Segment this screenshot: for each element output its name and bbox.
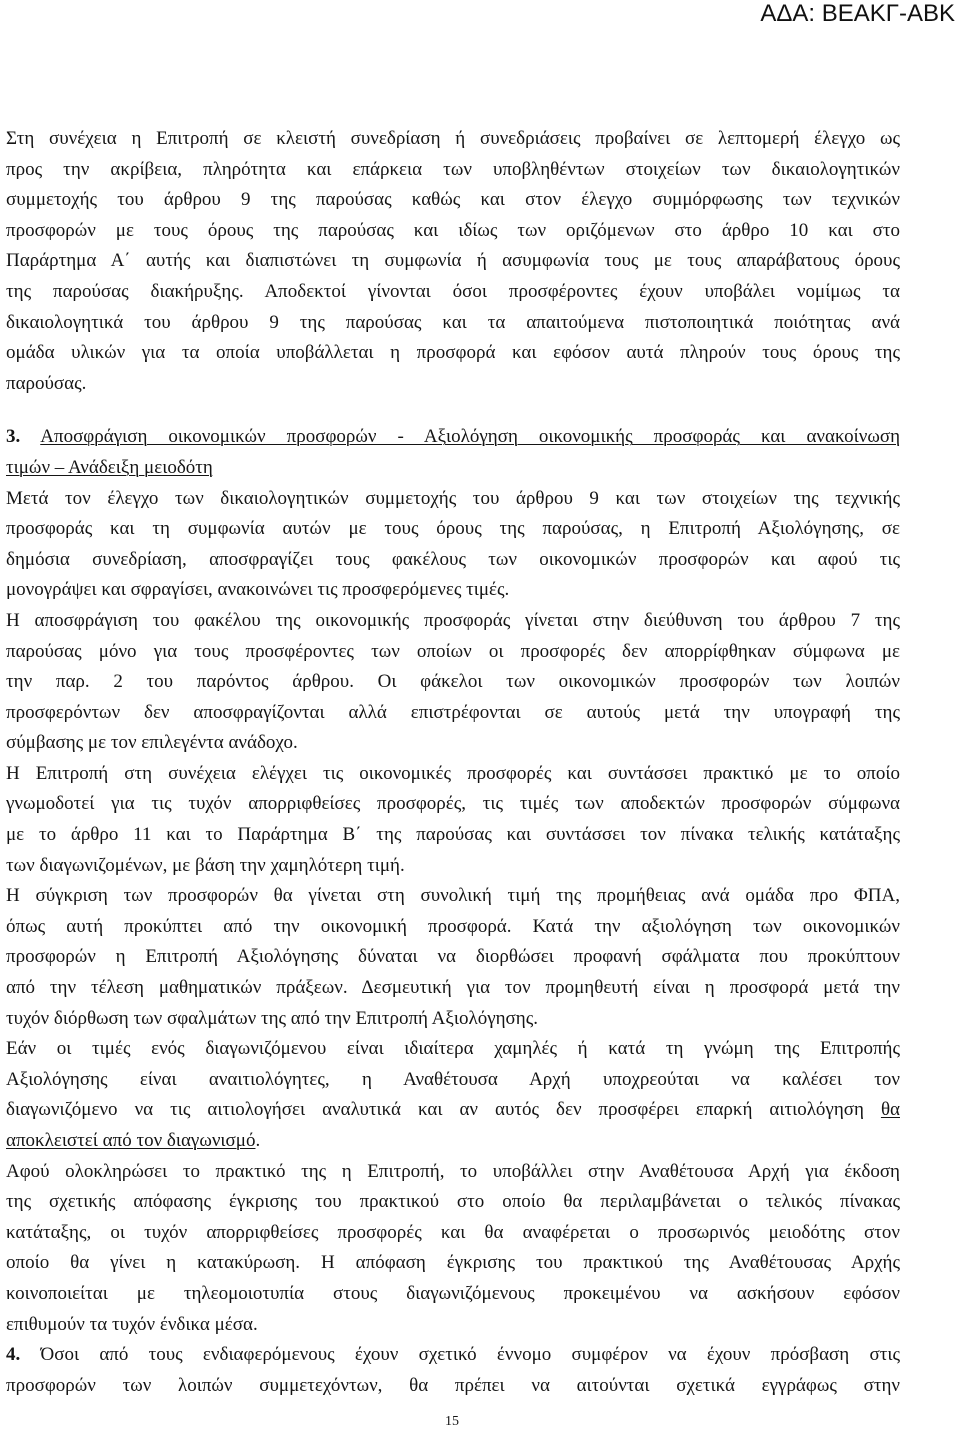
text-line: προσφορών των λοιπών συμμετεχόντων, θα πρέπει να αιτούνται σχετικά εγγράφως στην [6, 1374, 900, 1396]
text-line: με το άρθρο 11 και το Παράρτημα Β΄ της παρούσας και συντάσσει τον πίνακα τελικής κατάταξης [6, 824, 900, 846]
section-number: 3. [6, 426, 21, 448]
underlined-text: Αποσφράγιση οικονομικών προσφορών - Αξιολόγηση οικονομικής προσφοράς και ανακοίνωση [40, 426, 900, 448]
paragraph [6, 124, 900, 399]
ada-identifier: ΑΔΑ: ΒΕΑΚΓ-ΑΒΚ [760, 0, 955, 27]
text-span: Όσοι από τους ενδιαφερόμενους έχουν σχετικό έννομο συμφέρον να έχουν πρόσβαση στις [20, 1344, 900, 1366]
text-line: την παρ. 2 του παρόντος άρθρου. Οι φάκελοι των οικονομικών προσφορών των λοιπών [6, 671, 900, 693]
text-line: όπως αυτή προκύπτει από την οικονομική προσφορά. Κατά την αξιολόγηση των οικονομικών [6, 915, 900, 937]
section-heading [6, 422, 900, 483]
paragraph [6, 881, 900, 1034]
underlined-text: αποκλειστεί από τον διαγωνισμό [6, 1130, 256, 1151]
text-line: ομάδα υλικών για τα οποία υποβάλλεται η προσφορά και εφόσον αυτά πληρούν τους όρους της [6, 342, 900, 364]
text-line: κατάταξης, οι τυχόν απορριφθείσες προσφορές και θα αναφέρεται ο προσωρινός μειοδότης στον [6, 1221, 900, 1243]
paragraph [6, 1157, 900, 1341]
text-line: Η αποσφράγιση του φακέλου της οικονομικής προσφοράς γίνεται στην διεύθυνση του άρθρου 7 της [6, 609, 900, 631]
underlined-text: θα [880, 1099, 900, 1121]
text-line: Αφού ολοκληρώσει το πρακτικό της η Επιτροπή, το υποβάλλει στην Αναθέτουσα Αρχή για έκδοση [6, 1160, 900, 1182]
text-span [20, 426, 40, 447]
text-line: Εάν οι τιμές ενός διαγωνιζόμενου είναι ιδιαίτερα χαμηλές ή κατά τη γνώμη της Επιτροπής [6, 1038, 900, 1060]
text-line: μονογράψει και σφραγίσει, ανακοινώνει τις προσφερόμενες τιμές. [6, 579, 510, 601]
text-line: των διαγωνιζομένων, με βάση την χαμηλότερη τιμή. [6, 854, 405, 876]
paragraph [6, 759, 900, 881]
page-number: 15 [445, 1414, 459, 1429]
text-line: Η σύγκριση των προσφορών θα γίνεται στη συνολική τιμή της προμήθειας ανά ομάδα προ ΦΠΑ, [6, 885, 900, 907]
text-line [6, 1340, 900, 1371]
document-body [6, 124, 900, 1401]
text-span: διαγωνιζόμενο να τις αιτιολογήσει αναλυτικά και αν αυτός δεν προσφέρει επαρκή αιτιολόγηση [6, 1099, 881, 1121]
text-line: συμμετοχής του άρθρου 9 της παρούσας καθώς και στον έλεγχο συμμόρφωσης των τεχνικών [6, 189, 900, 211]
text-line [6, 1126, 900, 1157]
text-line: προσφορών η Επιτροπή Αξιολόγησης δύναται να διορθώσει προφανή σφάλματα που προκύπτουν [6, 946, 900, 968]
section-number: 4. [6, 1344, 21, 1366]
paragraph [6, 1340, 900, 1401]
text-line: επιθυμούν τα τυχόν ένδικα μέσα. [6, 1313, 258, 1335]
text-line: προς την ακρίβεια, πληρότητα και επάρκεια των υποβληθέντων στοιχείων των δικαιολογητικών [6, 158, 900, 180]
text-line: της σχετικής απόφασης έγκρισης του πρακτικού στο οποίο θα περιλαμβάνεται ο τελικός πίνακας [6, 1191, 900, 1213]
text-line: παρούσας. [6, 372, 87, 394]
paragraph [6, 484, 900, 606]
text-line: Παράρτημα Α΄ αυτής και διαπιστώνει τη συμφωνία ή ασυμφωνία τους με τους απαράβατους όρους [6, 250, 900, 272]
text-line: Μετά τον έλεγχο των δικαιολογητικών συμμετοχής του άρθρου 9 και των στοιχείων της τεχνικής [6, 487, 900, 509]
paragraph [6, 606, 900, 759]
text-line: από την τέλεση μαθηματικών πράξεων. Δεσμευτική για τον προμηθευτή είναι η προσφορά μετά την [6, 977, 900, 999]
text-line: δημόσια συνεδρίαση, αποσφραγίζει τους φακέλους των οικονομικών προσφορών και αφού τις [6, 548, 900, 570]
text-line: προσφορών με τους όρους της παρούσας και ιδίως των οριζόμενων στο άρθρο 10 και στο [6, 219, 900, 241]
text-line [6, 453, 900, 484]
text-line: Στη συνέχεια η Επιτροπή σε κλειστή συνεδρίαση ή συνεδριάσεις προβαίνει σε λεπτομερή έλεγχο ως [6, 128, 900, 149]
text-line: γνωμοδοτεί για τις τυχόν απορριφθείσες προσφορές, τις τιμές των αποδεκτών προσφορών σύμφωνα [6, 793, 900, 815]
text-line: παρούσας μόνο για τους προσφέροντες των οποίων οι προσφορές δεν απορρίφθηκαν σύμφωνα με [6, 640, 900, 662]
text-line: τυχόν διόρθωση των σφαλμάτων της από την Επιτροπή Αξιολόγησης. [6, 1007, 538, 1029]
text-line: προσφερόντων δεν αποσφραγίζονται αλλά επιστρέφονται σε αυτούς μετά την υπογραφή της [6, 701, 900, 723]
text-line [6, 1095, 900, 1126]
text-span: . [255, 1130, 261, 1151]
text-line: Αξιολόγησης είναι αναιτιολόγητες, η Αναθέτουσα Αρχή υποχρεούται να καλέσει τον [6, 1068, 900, 1090]
text-line: οποίο θα γίνει η κατακύρωση. Η απόφαση έγκρισης του πρακτικού της Αναθέτουσας Αρχής [6, 1252, 900, 1274]
paragraph [6, 1034, 900, 1156]
text-line: προσφοράς και τη συμφωνία αυτών με τους όρους της παρούσας, η Επιτροπή Αξιολόγησης, σε [6, 518, 900, 540]
text-line: Η Επιτροπή στη συνέχεια ελέγχει τις οικονομικές προσφορές και συντάσσει πρακτικό με το οποίο [6, 762, 900, 784]
underlined-text: τιμών – Ανάδειξη μειοδότη [6, 456, 213, 478]
text-line: σύμβασης με τον επιλεγέντα ανάδοχο. [6, 732, 298, 754]
text-line: δικαιολογητικά του άρθρου 9 της παρούσας και τα απαιτούμενα πιστοποιητικά ποιότητας ανά [6, 311, 900, 333]
text-line: κοινοποιείται με τηλεομοιοτυπία στους διαγωνιζόμενους προκειμένου να ασκήσουν εφόσον [6, 1282, 900, 1304]
text-line [6, 422, 900, 453]
text-line: της παρούσας διακήρυξης. Αποδεκτοί γίνονται όσοι προσφέροντες έχουν υποβάλει νομίμως τα [6, 280, 900, 302]
